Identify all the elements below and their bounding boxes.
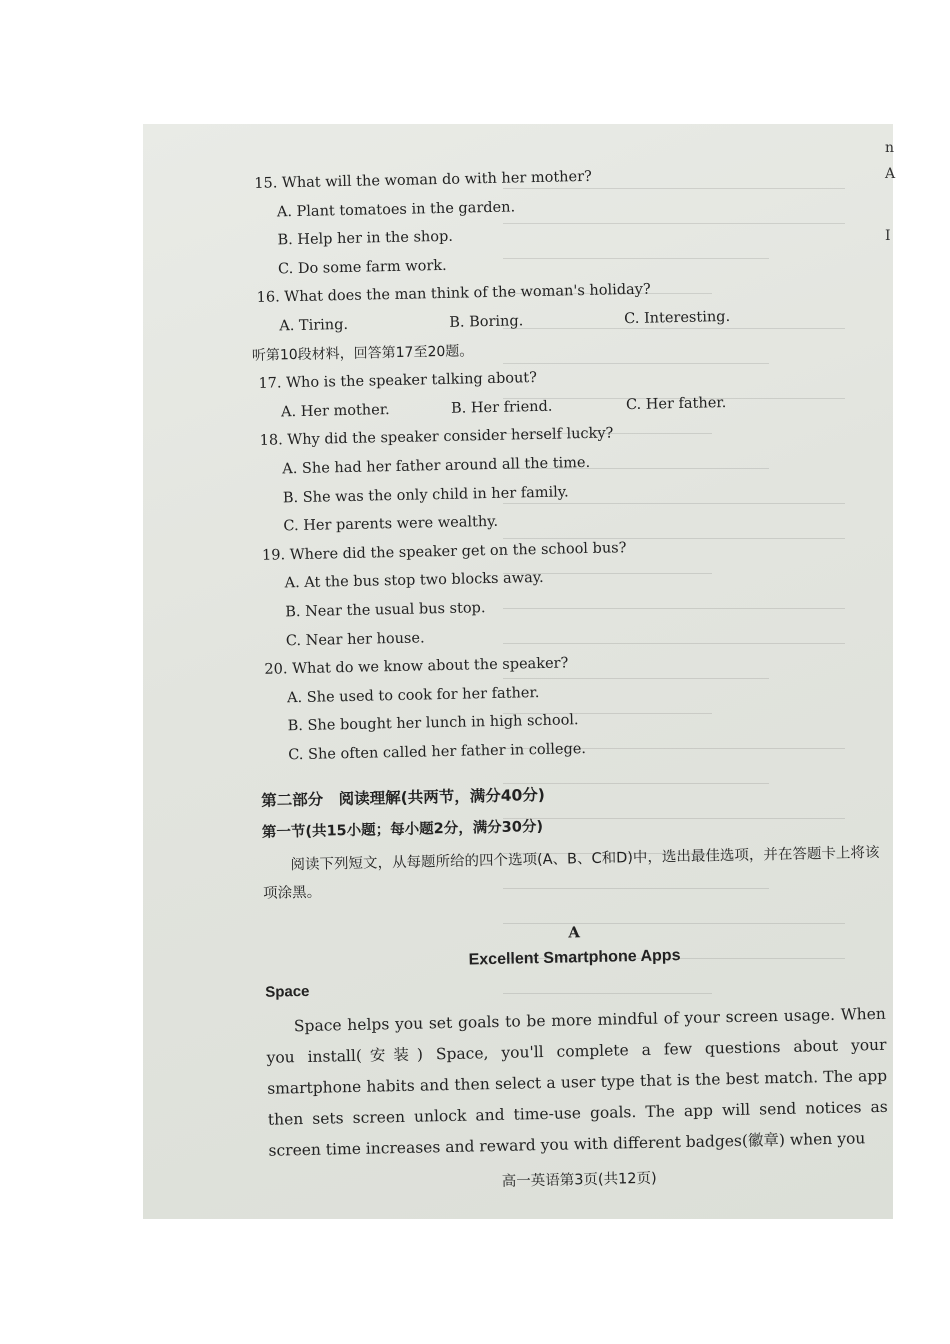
question-18: 18. Why did the speaker consider herself lucky? xyxy=(259,425,614,450)
question-17: 17. Who is the speaker talking about? xyxy=(258,370,538,392)
question-15: 15. What will the woman do with her mother? xyxy=(254,168,592,192)
passage-letter: A xyxy=(568,923,581,942)
option: C. Near her house. xyxy=(285,629,425,649)
option: A. She had her father around all the time. xyxy=(282,454,591,478)
passage-subhead: Space xyxy=(265,983,310,1002)
option: B. Boring. xyxy=(449,313,524,331)
option: B. She was the only child in her family. xyxy=(282,483,569,506)
edge-mark: I xyxy=(885,228,891,244)
option: B. Help her in the shop. xyxy=(277,228,454,249)
option: A. Plant tomatoes in the garden. xyxy=(276,199,516,220)
option: C. Her father. xyxy=(625,394,727,413)
instructions: 阅读下列短文，从每题所给的四个选项(A、B、C和D)中，选出最佳选项，并在答题卡上将该项涂黑。 xyxy=(263,845,880,903)
listening-note: 听第10段材料，回答第17至20题。 xyxy=(251,342,474,364)
option: B. She bought her lunch in high school. xyxy=(287,712,579,735)
option: A. She used to cook for her father. xyxy=(286,684,540,706)
option: C. Her parents were wealthy. xyxy=(283,513,499,535)
passage-paragraph: Space helps you set goals to be more mindful of your screen usage. When you install(安装) Space, you'll complete a few questions about your smartphone habits and then select a user type that is the best match. The app then sets screen unlock and time-use goals. The app will send notices as screen time increases and reward you with different badges(徽章) when you xyxy=(266,1005,888,1161)
edge-mark: n xyxy=(885,140,895,156)
option: A. Tiring. xyxy=(279,316,349,335)
option: B. Near the usual bus stop. xyxy=(285,600,486,621)
page-footer: 高一英语第3页(共12页) xyxy=(501,1171,657,1191)
part-two-heading: 第二部分 阅读理解(共两节，满分40分) xyxy=(261,786,546,811)
option: B. Her friend. xyxy=(450,398,553,417)
question-19: 19. Where did the speaker get on the school bus? xyxy=(261,539,627,564)
exam-content xyxy=(248,157,889,1196)
section-one-heading: 第一节(共15小题；每小题2分，满分30分) xyxy=(261,819,544,842)
passage-title: Excellent Smartphone Apps xyxy=(468,947,681,970)
edge-mark: A xyxy=(885,166,896,182)
option: C. Interesting. xyxy=(624,308,731,328)
option: C. Do some farm work. xyxy=(277,257,447,278)
option: A. At the bus stop two blocks away. xyxy=(284,570,544,592)
option: A. Her mother. xyxy=(280,401,390,421)
question-16: 16. What does the man think of the woman's holiday? xyxy=(256,281,651,307)
option: C. She often called her father in college. xyxy=(288,740,587,764)
question-20: 20. What do we know about the speaker? xyxy=(264,655,569,678)
